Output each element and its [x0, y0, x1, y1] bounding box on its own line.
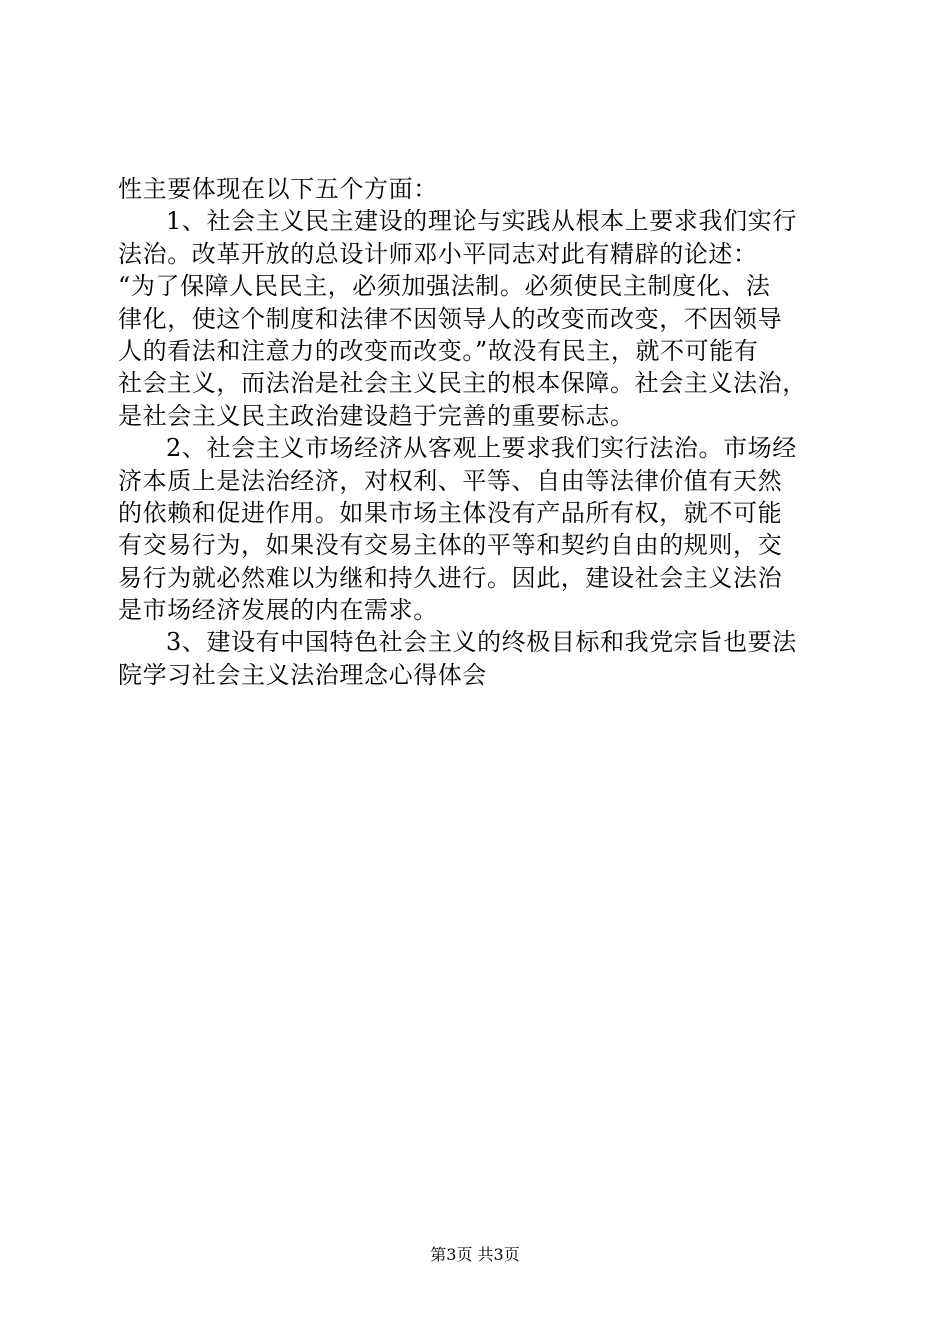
text-line: 有交易行为，如果没有交易主体的平等和契约自由的规则，交 — [118, 531, 783, 560]
text-line: 律化，使这个制度和法律不因领导人的改变而改变，不因领导 — [118, 304, 783, 333]
paragraph-3-start: 3、建设有中国特色社会主义的终极目标和我党宗旨也要法 — [166, 628, 797, 657]
text-line: 的依赖和促进作用。如果市场主体没有产品所有权，就不可能 — [118, 498, 783, 527]
text-line: 是社会主义民主政治建设趋于完善的重要标志。 — [118, 401, 635, 430]
text-line: 是市场经济发展的内在需求。 — [118, 596, 438, 625]
text-line: 社会主义，而法治是社会主义民主的根本保障。社会主义法治， — [118, 369, 807, 398]
text-line: 济本质上是法治经济，对权利、平等、自由等法律价值有天然 — [118, 466, 783, 495]
text-line: 性主要体现在以下五个方面： — [118, 175, 438, 203]
text-line: 易行为就必然难以为继和持久进行。因此，建设社会主义法治 — [118, 563, 783, 592]
text-line: 院学习社会主义法治理念心得体会 — [118, 660, 487, 689]
text-line: 人的看法和注意力的改变而改变。”故没有民主，就不可能有 — [118, 336, 759, 365]
text-line: 法治。改革开放的总设计师邓小平同志对此有精辟的论述： — [118, 239, 758, 268]
page-footer — [0, 1245, 950, 1265]
paragraph-1-start: 1、社会主义民主建设的理论与实践从根本上要求我们实行 — [166, 207, 797, 236]
text-line: “为了保障人民民主，必须加强法制。必须使民主制度化、法 — [118, 272, 771, 301]
page-number: 第3页 共3页 — [430, 1245, 520, 1264]
document-body — [118, 173, 838, 691]
paragraph-2-start: 2、社会主义市场经济从客观上要求我们实行法治。市场经 — [166, 434, 797, 463]
